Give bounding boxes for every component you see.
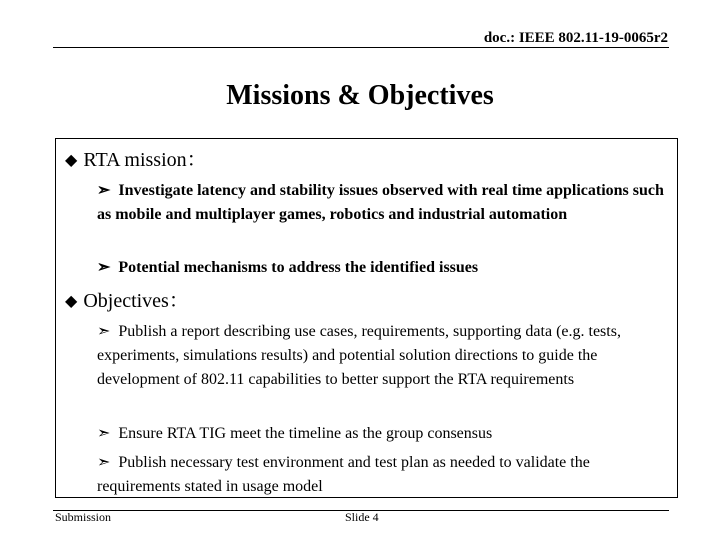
slide-number: Slide 4 [345,510,379,524]
list-item: ➣ Potential mechanisms to address the identified issues [97,259,479,276]
arrow-bullet-icon: ➣ [97,454,111,471]
document-id: doc.: IEEE 802.11-19-0065r2 [483,30,668,46]
footer-submission: Submission [55,510,112,524]
arrow-bullet-icon: ➣ [97,259,111,276]
list-item: ➣ Ensure RTA TIG meet the timeline as the group consensus [97,425,493,442]
list-item: ➣ Publish a report describing use cases, requirements, supporting data (e.g. tests, experiments, simulations results) and potential solution directions to guide the development of 802.11 capabilities to better support the RTA requirements [97,323,621,388]
list-item: ➣ Publish necessary test environment and test plan as needed to validate the requirements stated in usage model [97,454,590,495]
content-box [55,138,678,498]
arrow-bullet-icon: ➣ [97,182,111,199]
diamond-bullet-icon: ◆ [65,293,78,310]
arrow-bullet-icon: ➣ [97,323,111,340]
header-divider [53,47,669,48]
diamond-bullet-icon: ◆ [65,152,78,169]
section-heading-rta-mission: ◆ RTA mission： [65,149,207,171]
section-heading-objectives: ◆ Objectives： [65,290,189,312]
arrow-bullet-icon: ➣ [97,425,111,442]
slide-title: Missions & Objectives [226,80,494,111]
list-item: ➣ Investigate latency and stability issues observed with real time applications such as mobile and multiplayer games, robotics and industrial automation [97,182,664,223]
